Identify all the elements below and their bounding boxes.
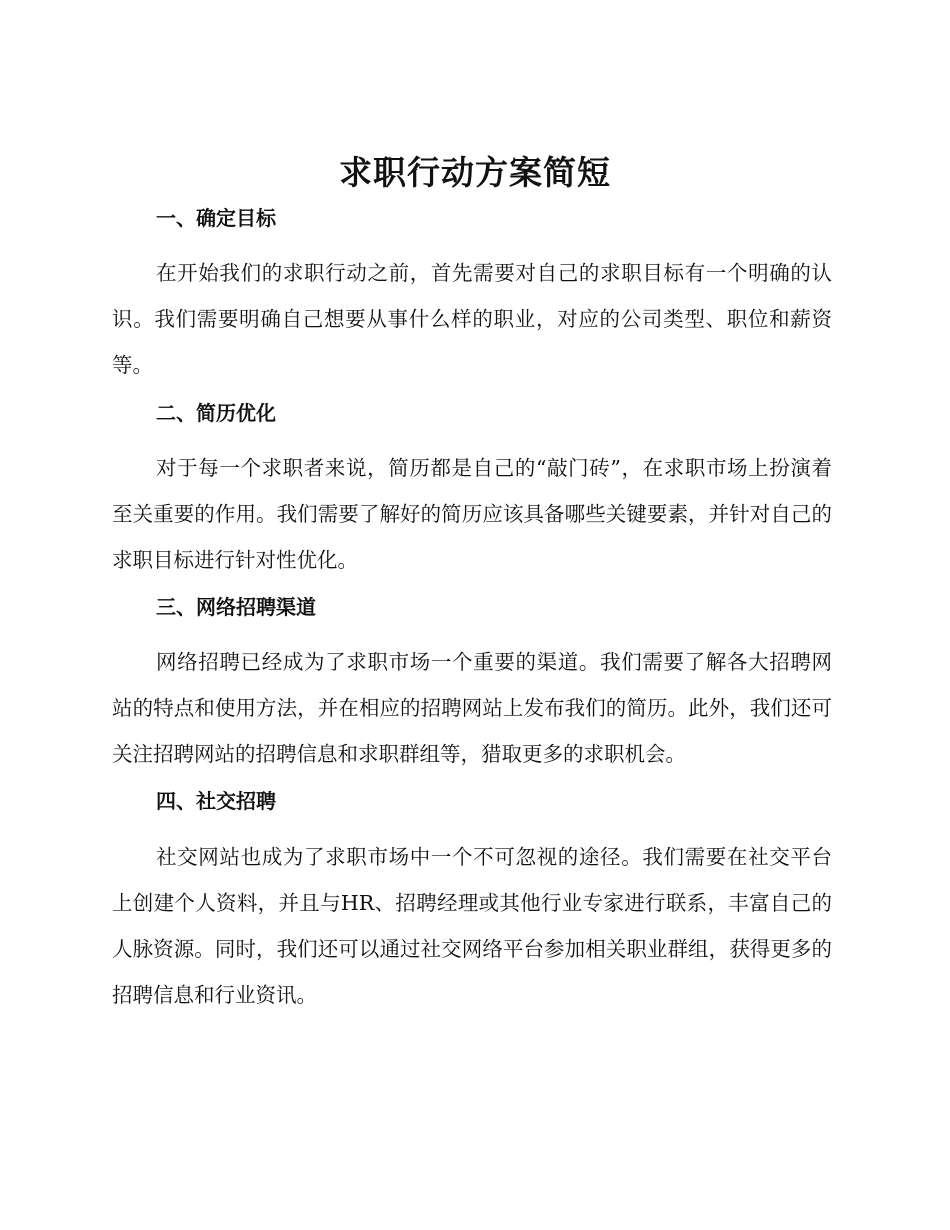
section-body-online-recruiting: 网络招聘已经成为了求职市场一个重要的渠道。我们需要了解各大招聘网站的特点和使用方法，并在相应的招聘网站上发布我们的简历。此外，我们还可关注招聘网站的招聘信息和求职群组等，猎取更多的求职机会。 — [112, 650, 832, 766]
section-body-resume: 对于每一个求职者来说，简历都是自己的“敲门砖”，在求职市场上扮演着至关重要的作用。我们需要了解好的简历应该具备哪些关键要素，并针对自己的求职目标进行针对性优化。 — [112, 456, 832, 572]
section-heading-goal: 一、确定目标 — [156, 206, 276, 230]
section-body-goal: 在开始我们的求职行动之前，首先需要对自己的求职目标有一个明确的认识。我们需要明确自己想要从事什么样的职业，对应的公司类型、职位和薪资等。 — [112, 261, 832, 377]
section-heading-online-recruiting: 三、网络招聘渠道 — [156, 595, 316, 619]
document-title: 求职行动方案简短 — [339, 153, 611, 192]
section-heading-social-recruiting: 四、社交招聘 — [156, 789, 276, 813]
section-body-social-recruiting: 社交网站也成为了求职市场中一个不可忽视的途径。我们需要在社交平台上创建个人资料，并且与HR、招聘经理或其他行业专家进行联系，丰富自己的人脉资源。同时，我们还可以通过社交网络平台参加相关职业群组，获得更多的招聘信息和行业资讯。 — [112, 845, 832, 1007]
section-heading-resume: 二、简历优化 — [156, 401, 276, 425]
